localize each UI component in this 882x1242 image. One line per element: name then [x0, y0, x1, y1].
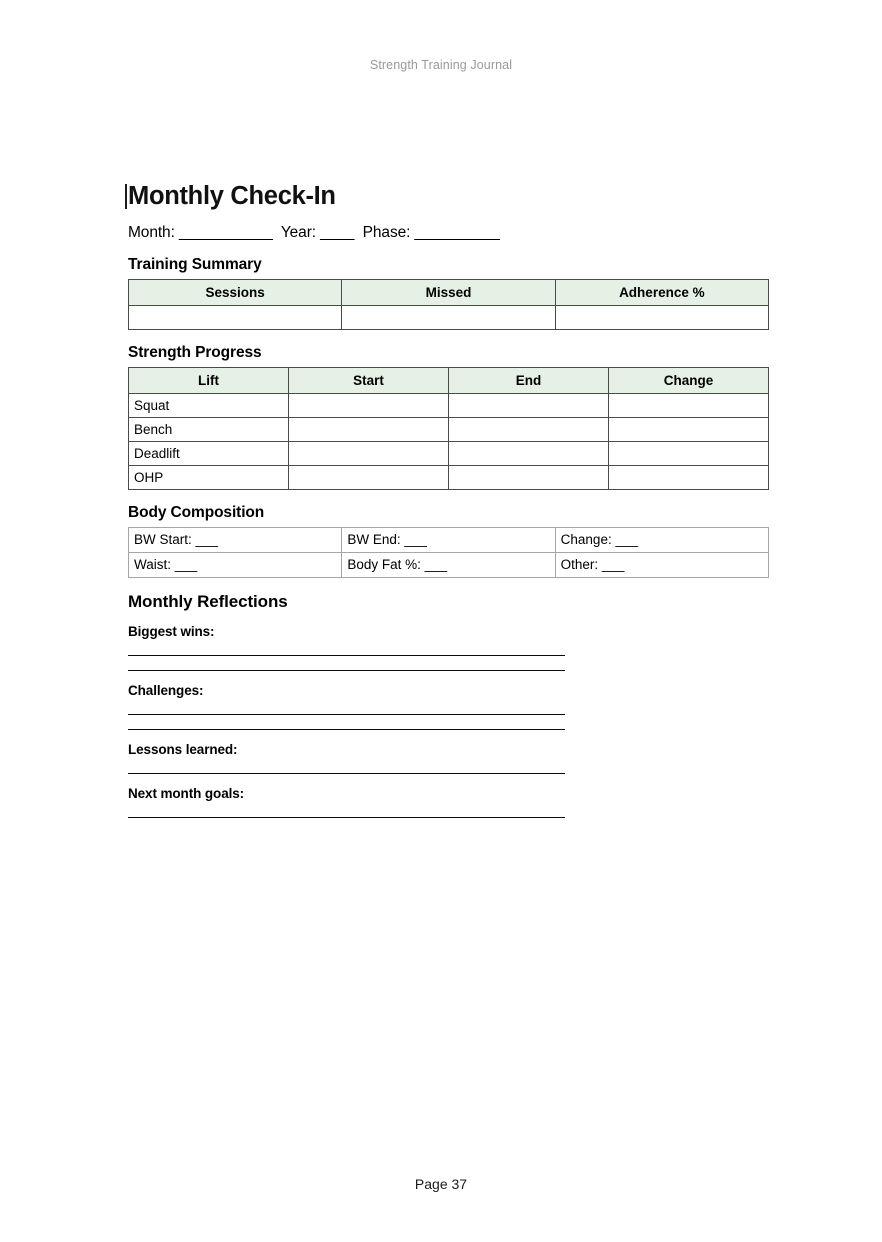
table-header-row	[129, 367, 769, 393]
field-change[interactable]: Change: ___	[555, 527, 768, 552]
section-body-composition	[128, 504, 769, 578]
write-in-line[interactable]	[128, 714, 565, 715]
column-header-start: Start	[289, 367, 449, 393]
field-waist[interactable]: Waist: ___	[129, 552, 342, 577]
page-content	[128, 182, 769, 832]
cell-change[interactable]	[609, 393, 769, 417]
table-row	[129, 417, 769, 441]
column-header-missed: Missed	[342, 279, 555, 305]
cell-start[interactable]	[289, 393, 449, 417]
body-composition-table	[128, 527, 769, 578]
cell-lift-name: OHP	[129, 465, 289, 489]
cell-sessions[interactable]	[129, 305, 342, 329]
reflection-challenges	[128, 683, 769, 730]
section-monthly-reflections	[128, 592, 769, 818]
cell-adherence[interactable]	[555, 305, 768, 329]
section-heading-body-composition: Body Composition	[128, 503, 265, 521]
column-header-lift: Lift	[129, 367, 289, 393]
cell-end[interactable]	[449, 465, 609, 489]
cell-missed[interactable]	[342, 305, 555, 329]
table-row	[129, 393, 769, 417]
column-header-sessions: Sessions	[129, 279, 342, 305]
cell-end[interactable]	[449, 441, 609, 465]
table-row	[129, 441, 769, 465]
reflection-next-month-goals	[128, 786, 769, 818]
training-summary-table	[128, 279, 769, 330]
reflection-label: Next month goals:	[128, 785, 245, 801]
table-row	[129, 465, 769, 489]
write-in-line[interactable]	[128, 670, 565, 671]
section-heading-training-summary: Training Summary	[128, 255, 262, 273]
month-year-phase-line[interactable]: Month: ___________ Year: ____ Phase: __________	[128, 223, 500, 241]
column-header-end: End	[449, 367, 609, 393]
cell-lift-name: Bench	[129, 417, 289, 441]
reflection-label: Biggest wins:	[128, 623, 215, 639]
field-other[interactable]: Other: ___	[555, 552, 768, 577]
cell-start[interactable]	[289, 441, 449, 465]
write-in-line[interactable]	[128, 729, 565, 730]
field-bw-end[interactable]: BW End: ___	[342, 527, 555, 552]
cell-change[interactable]	[609, 465, 769, 489]
running-header: Strength Training Journal	[369, 58, 513, 72]
column-header-adherence: Adherence %	[555, 279, 768, 305]
section-strength-progress	[128, 344, 769, 490]
reflection-biggest-wins	[128, 624, 769, 671]
cell-start[interactable]	[289, 417, 449, 441]
write-in-line[interactable]	[128, 773, 565, 774]
section-training-summary	[128, 256, 769, 330]
cell-change[interactable]	[609, 417, 769, 441]
column-header-change: Change	[609, 367, 769, 393]
cell-change[interactable]	[609, 441, 769, 465]
section-heading-monthly-reflections: Monthly Reflections	[128, 591, 288, 611]
strength-progress-table	[128, 367, 769, 490]
table-row	[129, 527, 769, 552]
cell-lift-name: Squat	[129, 393, 289, 417]
write-in-line[interactable]	[128, 655, 565, 656]
reflection-label: Challenges:	[128, 682, 204, 698]
table-header-row	[129, 279, 769, 305]
field-bw-start[interactable]: BW Start: ___	[129, 527, 342, 552]
cell-start[interactable]	[289, 465, 449, 489]
page-title: Monthly Check-In	[128, 182, 336, 210]
table-row	[129, 305, 769, 329]
page-title-wrapper	[128, 182, 769, 211]
write-in-line[interactable]	[128, 817, 565, 818]
page-number-footer: Page 37	[414, 1176, 468, 1192]
reflection-label: Lessons learned:	[128, 741, 238, 757]
section-heading-strength-progress: Strength Progress	[128, 343, 262, 361]
field-body-fat[interactable]: Body Fat %: ___	[342, 552, 555, 577]
cell-end[interactable]	[449, 393, 609, 417]
table-row	[129, 552, 769, 577]
cell-lift-name: Deadlift	[129, 441, 289, 465]
text-cursor-icon	[125, 184, 127, 209]
reflection-lessons-learned	[128, 742, 769, 774]
cell-end[interactable]	[449, 417, 609, 441]
